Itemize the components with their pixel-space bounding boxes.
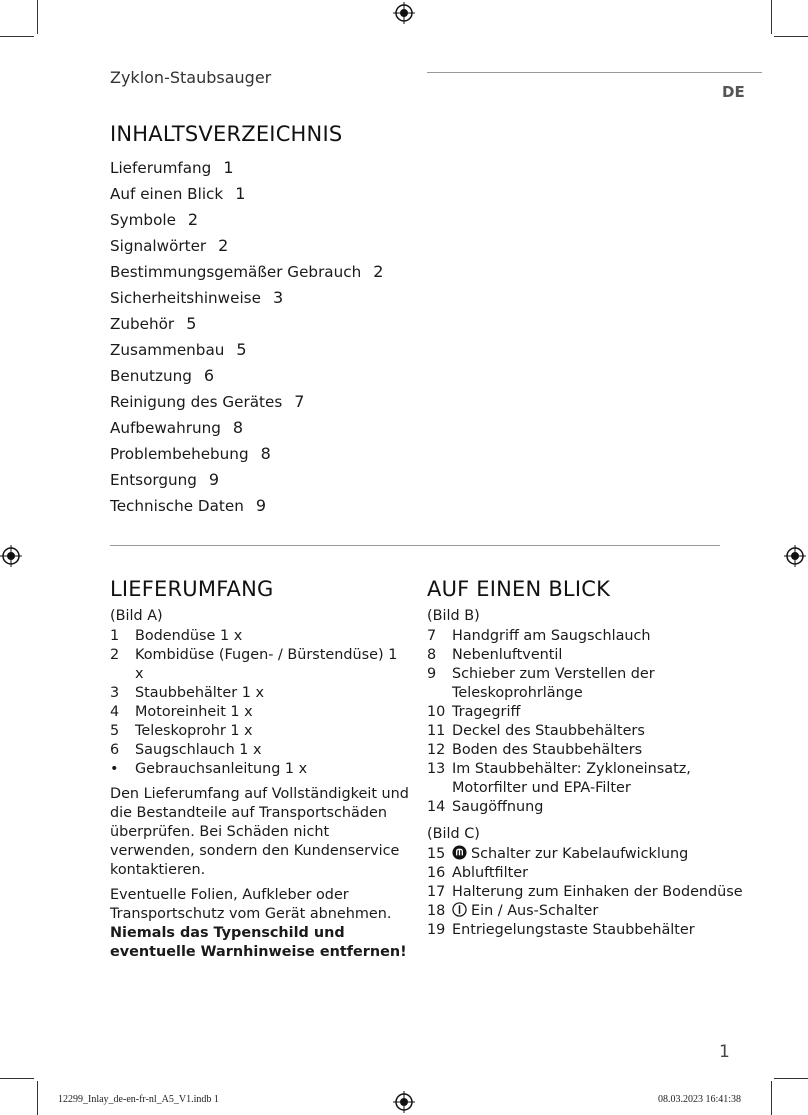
item-number: 12 [427,742,446,758]
toc-entry[interactable] [110,233,383,259]
item-number: 8 [427,647,437,663]
item-number: 6 [110,742,120,758]
item-text: Teleskoprohr 1 x [135,723,253,739]
list-item [110,646,410,684]
crop-mark [771,1081,772,1115]
item-text: Nebenluftventil [452,647,563,663]
item-number: 7 [427,628,437,644]
item-number: 5 [110,723,120,739]
item-text: Deckel des Staubbehälters [452,723,645,739]
list-item [110,741,410,760]
toc-entry[interactable] [110,493,383,519]
item-text: Kombidüse (Fugen- / Bürstendüse) 1 x [135,647,398,682]
toc-entry[interactable] [110,389,383,415]
language-label: DE [722,83,745,101]
toc-entry-label: Zusammenbau [110,341,225,359]
list-item [427,703,757,722]
toc-entry-label: Sicherheitshinweise [110,289,261,307]
toc-list [110,155,383,519]
toc-entry-label: Benutzung [110,367,192,385]
list-item [110,760,410,779]
list-item [427,883,757,902]
toc-entry-page: 3 [272,288,284,307]
list-item [427,665,757,703]
item-text: Handgriff am Saugschlauch [452,628,651,644]
list-item [110,722,410,741]
figure-reference: (Bild B) [427,608,480,624]
item-number: 18 [427,903,446,919]
figure-reference: (Bild A) [110,608,163,624]
item-number: 4 [110,704,120,720]
toc-entry-label: Zubehör [110,315,175,333]
item-number: 1 [110,628,120,644]
item-number: 13 [427,761,446,777]
print-slug-date: 08.03.2023 16:41:38 [658,1094,742,1105]
toc-entry-page: 6 [203,366,215,385]
list-item [427,760,757,798]
item-text: Bodendüse 1 x [135,628,243,644]
list-item [427,646,757,665]
toc-entry-label: Reinigung des Gerätes [110,393,283,411]
section-divider [110,545,720,546]
list-item [110,684,410,703]
item-number: 14 [427,799,446,815]
body-paragraph: Den Lieferumfang auf Vollständigkeit und die Bestandteile auf Transportschäden überprüfen. Bei Schäden nicht verwenden, sondern den Kundenservice kontaktieren. [110,786,409,878]
registration-mark-icon [0,545,22,567]
list-item [427,921,757,940]
toc-entry-page: 8 [232,418,244,437]
document-title: Zyklon-Staubsauger [110,68,272,87]
crop-mark [0,1078,34,1079]
toc-entry-label: Symbole [110,211,176,229]
toc-entry-label: Problembehebung [110,445,249,463]
auf-einen-blick-section [427,575,757,940]
body-text: Eventuelle Folien, Aufkleber oder Transportschutz vom Gerät abnehmen. [110,887,392,922]
registration-mark-icon [784,545,806,567]
item-number: 3 [110,685,120,701]
list-item [427,627,757,646]
page-number: 1 [719,1042,730,1062]
list-item [110,703,410,722]
toc-entry-page: 2 [218,236,229,255]
list-item [427,798,757,817]
scope-list [110,627,410,779]
toc-entry-label: Bestimmungsgemäßer Gebrauch [110,263,362,281]
list-item [427,864,757,883]
toc-entry[interactable] [110,311,383,337]
toc-entry-page: 9 [208,470,220,489]
item-number: 16 [427,865,446,881]
item-text: Boden des Staubbehälters [452,742,643,758]
cable-rewind-icon [452,845,467,860]
toc-entry-label: Auf einen Blick [110,185,224,203]
section-heading: LIEFERUMFANG [110,577,274,601]
item-text: Motoreinheit 1 x [135,704,253,720]
item-text: Schieber zum Verstellen der Teleskoprohrlänge [452,666,655,701]
toc-title: INHALTSVERZEICHNIS [110,122,343,146]
item-text: Tragegriff [452,704,521,720]
registration-mark-icon [393,1091,415,1113]
item-number: 15 [427,846,446,862]
item-number: 11 [427,723,446,739]
crop-mark [774,1078,808,1079]
warning-text: Niemals das Typenschild und eventuelle Warnhinweise entfernen! [110,925,407,960]
header-divider [427,72,762,73]
toc-entry-page: 2 [373,262,384,281]
item-text: Schalter zur Kabelaufwicklung [471,846,689,862]
toc-entry[interactable] [110,467,383,493]
toc-entry[interactable] [110,181,383,207]
list-item [427,722,757,741]
item-number: 17 [427,884,446,900]
item-number: 19 [427,922,446,938]
toc-entry-page: 5 [186,314,197,333]
toc-entry[interactable] [110,415,383,441]
item-text: Gebrauchsanleitung 1 x [135,761,308,777]
item-text: Saugöffnung [452,799,544,815]
crop-mark [771,0,772,34]
registration-mark-icon [393,2,415,24]
item-text: Halterung zum Einhaken der Bodendüse [452,884,743,900]
item-number: 9 [427,666,437,682]
item-text: Abluftfilter [452,865,529,881]
parts-list-c [427,845,757,940]
item-text: Im Staubbehälter: Zykloneinsatz, Motorfilter und EPA-Filter [452,761,691,796]
toc-entry-page: 5 [236,340,247,359]
toc-entry[interactable] [110,363,383,389]
list-item [427,741,757,760]
crop-mark [0,36,34,37]
toc-entry-page: 2 [187,210,199,229]
list-item [427,902,757,921]
item-bullet: • [110,761,119,777]
toc-entry[interactable] [110,207,383,233]
toc-entry-page: 7 [294,392,305,411]
lieferumfang-section [110,575,410,962]
toc-entry-label: Signalwörter [110,237,207,255]
item-number: 2 [110,647,120,663]
list-item [427,845,757,864]
parts-list-b [427,627,757,817]
toc-entry[interactable] [110,155,383,181]
toc-entry[interactable] [110,285,383,311]
toc-entry-page: 1 [235,184,246,203]
toc-entry-label: Technische Daten [110,497,244,515]
item-text: Staubbehälter 1 x [135,685,265,701]
toc-entry-page: 8 [260,444,271,463]
toc-entry-label: Entsorgung [110,471,197,489]
toc-entry[interactable] [110,441,383,467]
item-text: Ein / Aus-Schalter [471,903,599,919]
item-number: 10 [427,704,446,720]
toc-entry-page: 1 [223,158,234,177]
toc-entry[interactable] [110,337,383,363]
power-icon [452,902,467,917]
toc-entry-label: Lieferumfang [110,159,212,177]
crop-mark [37,0,38,34]
toc-entry-page: 9 [255,496,267,515]
crop-mark [37,1081,38,1115]
toc-entry[interactable] [110,259,383,285]
list-item [110,627,410,646]
toc-entry-label: Aufbewahrung [110,419,221,437]
item-text: Entriegelungstaste Staubbehälter [452,922,695,938]
warning-paragraph [110,886,410,962]
section-heading: AUF EINEN BLICK [427,577,611,601]
item-text: Saugschlauch 1 x [135,742,262,758]
crop-mark [774,36,808,37]
print-slug-file: 12299_Inlay_de-en-fr-nl_A5_V1.indb 1 [58,1094,219,1105]
figure-reference: (Bild C) [427,826,480,842]
